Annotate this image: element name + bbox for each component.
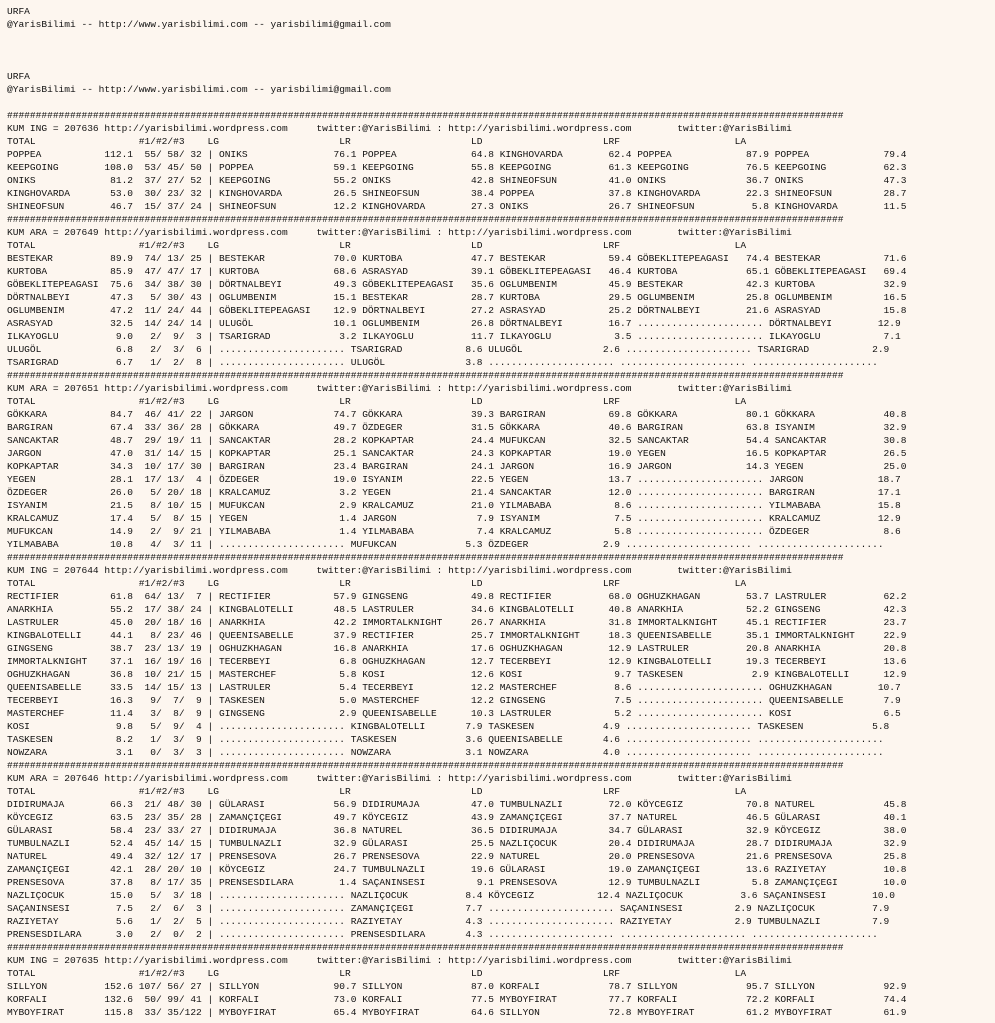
horse-row: MYBOYFIRAT 115.8 33/ 35/122 | MYBOYFIRAT 65.4 MYBOYFIRAT 64.6 SILLYON 72.8 MYBOYFIRAT 61.2 MYBOYFIRAT 61.9 <box>7 1007 907 1018</box>
horse-row: PRENSESOVA 37.8 8/ 17/ 35 | PRENSESDILARA 1.4 SAÇANINSESI 9.1 PRENSESOVA 12.9 TUMBULNAZLI 5.8 ZAMANÇIÇEGI 10.0 <box>7 877 907 888</box>
horse-row: KURTOBA 85.9 47/ 47/ 17 | KURTOBA 68.6 ASRASYAD 39.1 GÖBEKLITEPEAGASI 46.4 KURTOBA 65.1 GÖBEKLITEPEAGASI 69.4 <box>7 266 907 277</box>
horse-row: MUFUKCAN 14.9 2/ 9/ 21 | YILMABABA 1.4 YILMABABA 7.4 KRALCAMUZ 5.8 ...................... ÖZDEGER 8.6 <box>7 526 901 537</box>
horse-row: YEGEN 28.1 17/ 13/ 4 | ÖZDEGER 19.0 ISYANIM 22.5 YEGEN 13.7 ...................... JARGON 18.7 <box>7 474 901 485</box>
horse-row: JARGON 47.0 31/ 14/ 15 | KOPKAPTAR 25.1 SANCAKTAR 24.3 KOPKAPTAR 19.0 YEGEN 16.5 KOPKAPTAR 26.5 <box>7 448 907 459</box>
horse-row: KEEPGOING 108.0 53/ 45/ 50 | POPPEA 59.1 KEEPGOING 55.8 KEEPGOING 61.3 KEEPGOING 76.5 KEEPGOING 62.3 <box>7 162 907 173</box>
horse-row: MASTERCHEF 11.4 3/ 8/ 9 | GINGSENG 2.9 QUEENISABELLE 10.3 LASTRULER 5.2 ...................... KOSI 6.5 <box>7 708 901 719</box>
horse-row: KÖYCEGIZ 63.5 23/ 35/ 28 | ZAMANÇIÇEGI 49.7 KÖYCEGIZ 43.9 ZAMANÇIÇEGI 37.7 NATUREL 46.5 GÜLARASI 40.1 <box>7 812 907 823</box>
horse-row: ONIKS 81.2 37/ 27/ 52 | KEEPGOING 55.2 ONIKS 42.8 SHINEOFSUN 41.0 ONIKS 36.7 ONIKS 47.3 <box>7 175 907 186</box>
horse-row: KRALCAMUZ 17.4 5/ 8/ 15 | YEGEN 1.4 JARGON 7.9 ISYANIM 7.5 ...................... KRALCAMUZ 12.9 <box>7 513 901 524</box>
separator-line: ################################################################################################################################################## <box>7 760 844 771</box>
separator-line: ################################################################################################################################################## <box>7 110 844 121</box>
horse-row: TECERBEYI 16.3 9/ 7/ 9 | TASKESEN 5.0 MASTERCHEF 12.2 GINGSENG 7.5 ...................... QUEENISABELLE 7.9 <box>7 695 901 706</box>
race-header: KUM ARA = 207646 http://yarisbilimi.wordpress.com twitter:@YarisBilimi : http://yarisbilimi.wordpress.com twitter:@YarisBilimi <box>7 773 792 784</box>
document-text <box>7 5 906 1019</box>
race-header: KUM ING = 207644 http://yarisbilimi.wordpress.com twitter:@YarisBilimi : http://yarisbilimi.wordpress.com twitter:@YarisBilimi <box>7 565 792 576</box>
horse-row: RAZIYETAY 5.6 1/ 2/ 5 | ...................... RAZIYETAY 4.3 ...................... RAZIYETAY 2.9 TUMBULNAZLI 7.9 <box>7 916 890 927</box>
horse-row: GÜLARASI 58.4 23/ 33/ 27 | DIDIRUMAJA 36.8 NATUREL 36.5 DIDIRUMAJA 34.7 GÜLARASI 32.9 KÖYCEGIZ 38.0 <box>7 825 907 836</box>
separator-line: ################################################################################################################################################## <box>7 942 844 953</box>
horse-row: YILMABABA 10.8 4/ 3/ 11 | ...................... MUFUKCAN 5.3 ÖZDEGER 2.9 ...................... ...................... <box>7 539 884 550</box>
horse-row: BARGIRAN 67.4 33/ 36/ 28 | GÖKKARA 49.7 ÖZDEGER 31.5 GÖKKARA 40.6 BARGIRAN 63.8 ISYANIM 32.9 <box>7 422 907 433</box>
column-header: TOTAL #1/#2/#3 LG LR LD LRF LA <box>7 968 747 979</box>
horse-row: NOWZARA 3.1 0/ 3/ 3 | ...................... NOWZARA 3.1 NOWZARA 4.0 ...................... ...................... <box>7 747 884 758</box>
horse-row: ÖZDEGER 26.0 5/ 20/ 18 | KRALCAMUZ 3.2 YEGEN 21.4 SANCAKTAR 12.0 ...................... BARGIRAN 17.1 <box>7 487 901 498</box>
separator-line: ################################################################################################################################################## <box>7 214 844 225</box>
horse-row: OGHUZKHAGAN 36.8 10/ 21/ 15 | MASTERCHEF 5.8 KOSI 12.6 KOSI 9.7 TASKESEN 2.9 KINGBALOTELLI 12.9 <box>7 669 907 680</box>
horse-row: SANCAKTAR 48.7 29/ 19/ 11 | SANCAKTAR 28.2 KOPKAPTAR 24.4 MUFUKCAN 32.5 SANCAKTAR 54.4 SANCAKTAR 30.8 <box>7 435 907 446</box>
column-header: TOTAL #1/#2/#3 LG LR LD LRF LA <box>7 240 747 251</box>
column-header: TOTAL #1/#2/#3 LG LR LD LRF LA <box>7 578 747 589</box>
horse-row: KINGHOVARDA 53.0 30/ 23/ 32 | KINGHOVARDA 26.5 SHINEOFSUN 38.4 POPPEA 37.8 KINGHOVARDA 22.3 SHINEOFSUN 28.7 <box>7 188 907 199</box>
horse-row: TUMBULNAZLI 52.4 45/ 14/ 15 | TUMBULNAZLI 32.9 GÜLARASI 25.5 NAZLIÇOCUK 20.4 DIDIRUMAJA 28.7 DIDIRUMAJA 32.9 <box>7 838 907 849</box>
horse-row: POPPEA 112.1 55/ 58/ 32 | ONIKS 76.1 POPPEA 64.8 KINGHOVARDA 62.4 POPPEA 87.9 POPPEA 79.4 <box>7 149 907 160</box>
horse-row: QUEENISABELLE 33.5 14/ 15/ 13 | LASTRULER 5.4 TECERBEYI 12.2 MASTERCHEF 8.6 ...................... OGHUZKHAGAN 10.7 <box>7 682 901 693</box>
race-header: KUM ARA = 207649 http://yarisbilimi.wordpress.com twitter:@YarisBilimi : http://yarisbilimi.wordpress.com twitter:@YarisBilimi <box>7 227 792 238</box>
horse-row: ILKAYOGLU 9.0 2/ 9/ 3 | TSARIGRAD 3.2 ILKAYOGLU 11.7 ILKAYOGLU 3.5 ...................... ILKAYOGLU 7.1 <box>7 331 901 342</box>
horse-row: IMMORTALKNIGHT 37.1 16/ 19/ 16 | TECERBEYI 6.8 OGHUZKHAGAN 12.7 TECERBEYI 12.9 KINGBALOTELLI 19.3 TECERBEYI 13.6 <box>7 656 907 667</box>
horse-row: OGLUMBENIM 47.2 11/ 24/ 44 | GÖBEKLITEPEAGASI 12.9 DÖRTNALBEYI 27.2 ASRASYAD 25.2 DÖRTNALBEYI 21.6 ASRASYAD 15.8 <box>7 305 907 316</box>
horse-row: SAÇANINSESI 7.5 2/ 6/ 3 | ...................... ZAMANÇIÇEGI 7.7 ...................... SAÇANINSESI 2.9 NAZLIÇOCUK 7.9 <box>7 903 890 914</box>
race-header: KUM ING = 207635 http://yarisbilimi.wordpress.com twitter:@YarisBilimi : http://yarisbilimi.wordpress.com twitter:@YarisBilimi <box>7 955 792 966</box>
horse-row: DIDIRUMAJA 66.3 21/ 48/ 30 | GÜLARASI 56.9 DIDIRUMAJA 47.0 TUMBULNAZLI 72.0 KÖYCEGIZ 70.8 NATUREL 45.8 <box>7 799 907 810</box>
horse-row: ISYANIM 21.5 8/ 10/ 15 | MUFUKCAN 2.9 KRALCAMUZ 21.0 YILMABABA 8.6 ...................... YILMABABA 15.8 <box>7 500 901 511</box>
horse-row: ULUGÖL 6.8 2/ 3/ 6 | ...................... TSARIGRAD 8.6 ULUGÖL 2.6 ...................... TSARIGRAD 2.9 <box>7 344 890 355</box>
separator-line: ################################################################################################################################################## <box>7 370 844 381</box>
horse-row: DÖRTNALBEYI 47.3 5/ 30/ 43 | OGLUMBENIM 15.1 BESTEKAR 28.7 KURTOBA 29.5 OGLUMBENIM 25.8 OGLUMBENIM 16.5 <box>7 292 907 303</box>
blank-line <box>7 96 906 109</box>
horse-row: KORFALI 132.6 50/ 99/ 41 | KORFALI 73.0 KORFALI 77.5 MYBOYFIRAT 77.7 KORFALI 72.2 KORFALI 74.4 <box>7 994 907 1005</box>
horse-row: ANARKHIA 55.2 17/ 38/ 24 | KINGBALOTELLI 48.5 LASTRULER 34.6 KINGBALOTELLI 40.8 ANARKHIA 52.2 GINGSENG 42.3 <box>7 604 907 615</box>
separator-line: ################################################################################################################################################## <box>7 552 844 563</box>
horse-row: NATUREL 49.4 32/ 12/ 17 | PRENSESOVA 26.7 PRENSESOVA 22.9 NATUREL 20.0 PRENSESOVA 21.6 PRENSESOVA 25.8 <box>7 851 907 862</box>
blank-line <box>7 31 906 44</box>
page-title: URFA <box>7 6 30 17</box>
horse-row: BESTEKAR 89.9 74/ 13/ 25 | BESTEKAR 70.0 KURTOBA 47.7 BESTEKAR 59.4 GÖBEKLITEPEAGASI 74.4 BESTEKAR 71.6 <box>7 253 907 264</box>
horse-row: NAZLIÇOCUK 15.0 5/ 3/ 18 | ...................... NAZLIÇOCUK 8.4 KÖYCEGIZ 12.4 NAZLIÇOCUK 3.6 SAÇANINSESI 10.0 <box>7 890 896 901</box>
column-header: TOTAL #1/#2/#3 LG LR LD LRF LA <box>7 136 747 147</box>
horse-row: TSARIGRAD 6.7 1/ 2/ 8 | ...................... ULUGÖL 3.8 ...................... ...................... ...................... <box>7 357 878 368</box>
horse-row: GÖKKARA 84.7 46/ 41/ 22 | JARGON 74.7 GÖKKARA 39.3 BARGIRAN 69.8 GÖKKARA 80.1 GÖKKARA 40.8 <box>7 409 907 420</box>
horse-row: KOPKAPTAR 34.3 10/ 17/ 30 | BARGIRAN 23.4 BARGIRAN 24.1 JARGON 16.9 JARGON 14.3 YEGEN 25.0 <box>7 461 907 472</box>
horse-row: TASKESEN 8.2 1/ 3/ 9 | ...................... TASKESEN 3.6 QUEENISABELLE 4.6 ...................... ...................... <box>7 734 884 745</box>
horse-row: SHINEOFSUN 46.7 15/ 37/ 24 | SHINEOFSUN 12.2 KINGHOVARDA 27.3 ONIKS 26.7 SHINEOFSUN 5.8 KINGHOVARDA 11.5 <box>7 201 907 212</box>
horse-row: PRENSESDILARA 3.0 2/ 0/ 2 | ...................... PRENSESDILARA 4.3 ...................... ...................... ...................... <box>7 929 878 940</box>
horse-row: GINGSENG 38.7 23/ 13/ 19 | OGHUZKHAGAN 16.8 ANARKHIA 17.6 OGHUZKHAGAN 12.9 LASTRULER 20.8 ANARKHIA 20.8 <box>7 643 907 654</box>
horse-row: KINGBALOTELLI 44.1 8/ 23/ 46 | QUEENISABELLE 37.9 RECTIFIER 25.7 IMMORTALKNIGHT 18.3 QUEENISABELLE 35.1 IMMORTALKNIGHT 22.9 <box>7 630 907 641</box>
column-header: TOTAL #1/#2/#3 LG LR LD LRF LA <box>7 786 747 797</box>
contact-line: @YarisBilimi -- http://www.yarisbilimi.com -- yarisbilimi@gmail.com <box>7 19 391 30</box>
blank-line <box>7 57 906 70</box>
horse-row: SILLYON 152.6 107/ 56/ 27 | SILLYON 90.7 SILLYON 87.0 KORFALI 78.7 SILLYON 95.7 SILLYON 92.9 <box>7 981 907 992</box>
page-title: URFA <box>7 71 30 82</box>
horse-row: LASTRULER 45.0 20/ 18/ 16 | ANARKHIA 42.2 IMMORTALKNIGHT 26.7 ANARKHIA 31.8 IMMORTALKNIGHT 45.1 RECTIFIER 23.7 <box>7 617 907 628</box>
contact-line: @YarisBilimi -- http://www.yarisbilimi.com -- yarisbilimi@gmail.com <box>7 84 391 95</box>
blank-line <box>7 44 906 57</box>
race-header: KUM ING = 207636 http://yarisbilimi.wordpress.com twitter:@YarisBilimi : http://yarisbilimi.wordpress.com twitter:@YarisBilimi <box>7 123 792 134</box>
horse-row: RECTIFIER 61.8 64/ 13/ 7 | RECTIFIER 57.9 GINGSENG 49.8 RECTIFIER 68.0 OGHUZKHAGAN 53.7 LASTRULER 62.2 <box>7 591 907 602</box>
column-header: TOTAL #1/#2/#3 LG LR LD LRF LA <box>7 396 747 407</box>
horse-row: KOSI 9.8 5/ 9/ 4 | ...................... KINGBALOTELLI 7.9 TASKESEN 4.9 ...................... TASKESEN 5.8 <box>7 721 890 732</box>
race-header: KUM ARA = 207651 http://yarisbilimi.wordpress.com twitter:@YarisBilimi : http://yarisbilimi.wordpress.com twitter:@YarisBilimi <box>7 383 792 394</box>
horse-row: GÖBEKLITEPEAGASI 75.6 34/ 38/ 30 | DÖRTNALBEYI 49.3 GÖBEKLITEPEAGASI 35.6 OGLUMBENIM 45.9 BESTEKAR 42.3 KURTOBA 32.9 <box>7 279 907 290</box>
horse-row: ZAMANÇIÇEGI 42.1 28/ 20/ 10 | KÖYCEGIZ 24.7 TUMBULNAZLI 19.6 GÜLARASI 19.0 ZAMANÇIÇEGI 13.6 RAZIYETAY 10.8 <box>7 864 907 875</box>
horse-row: ASRASYAD 32.5 14/ 24/ 14 | ULUGÖL 10.1 OGLUMBENIM 26.8 DÖRTNALBEYI 16.7 ...................... DÖRTNALBEYI 12.9 <box>7 318 901 329</box>
